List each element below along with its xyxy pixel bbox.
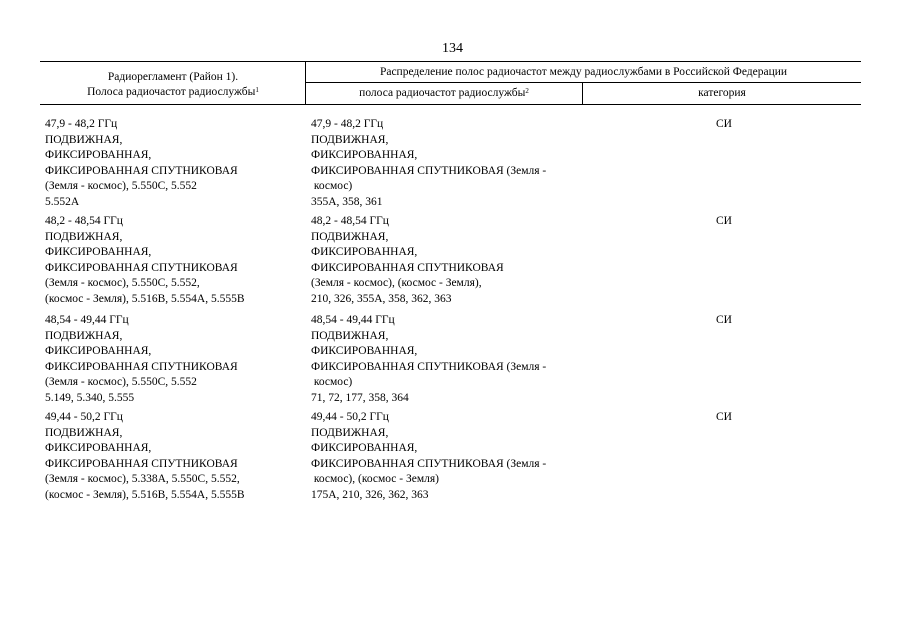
band-rf-cell: 48,2 - 48,54 ГГц ПОДВИЖНАЯ, ФИКСИРОВАННАЯ, ФИКСИРОВАННАЯ СПУТНИКОВАЯ (Земля - космос), (космос - Земля), 210, 326, 355А, 358, 362, 363 xyxy=(311,215,504,305)
band-region1-cell: 47,9 - 48,2 ГГц ПОДВИЖНАЯ, ФИКСИРОВАННАЯ, ФИКСИРОВАННАЯ СПУТНИКОВАЯ (Земля - космос), 5.550C, 5.552 5.552A xyxy=(45,118,238,208)
header-mid-rule xyxy=(306,82,861,83)
header-bottom-rule xyxy=(40,104,861,105)
category-cell: СИ xyxy=(716,411,732,423)
header-col2: полоса радиочастот радиослужбы$^2$ xyxy=(359,87,529,99)
page-number: 134 xyxy=(442,41,463,56)
band-region1-cell: 49,44 - 50,2 ГГц ПОДВИЖНАЯ, ФИКСИРОВАННАЯ, ФИКСИРОВАННАЯ СПУТНИКОВАЯ (Земля - космос), 5.338A, 5.550C, 5.552, (космос - Земля), 5.516B, 5.554A, 5.555B xyxy=(45,411,245,501)
table-row xyxy=(0,410,905,510)
table-row xyxy=(0,117,905,217)
category-cell: СИ xyxy=(716,215,732,227)
category-cell: СИ xyxy=(716,118,732,130)
category-cell: СИ xyxy=(716,314,732,326)
header-col3: категория xyxy=(698,87,746,99)
header-col1-line2: Полоса радиочастот радиослужбы$^1$ xyxy=(87,86,259,98)
footnote-mark-2: 2 xyxy=(525,87,529,95)
table-top-rule xyxy=(40,61,861,62)
band-region1-cell: 48,2 - 48,54 ГГц ПОДВИЖНАЯ, ФИКСИРОВАННАЯ, ФИКСИРОВАННАЯ СПУТНИКОВАЯ (Земля - космос), 5.550C, 5.552, (космос - Земля), 5.516B, 5.554A, 5.555B xyxy=(45,215,245,305)
band-rf-cell: 49,44 - 50,2 ГГц ПОДВИЖНАЯ, ФИКСИРОВАННАЯ, ФИКСИРОВАННАЯ СПУТНИКОВАЯ (Земля - космос), (космос - Земля) 175А, 210, 326, 362, 363 xyxy=(311,411,547,501)
table-row xyxy=(0,313,905,413)
band-rf-cell: 48,54 - 49,44 ГГц ПОДВИЖНАЯ, ФИКСИРОВАННАЯ, ФИКСИРОВАННАЯ СПУТНИКОВАЯ (Земля - космос) 71, 72, 177, 358, 364 xyxy=(311,314,547,404)
header-col1 xyxy=(42,70,304,100)
header-col1-line1: Радиорегламент (Район 1). xyxy=(107,71,239,83)
band-region1-cell: 48,54 - 49,44 ГГц ПОДВИЖНАЯ, ФИКСИРОВАННАЯ, ФИКСИРОВАННАЯ СПУТНИКОВАЯ (Земля - космос), 5.550C, 5.552 5.149, 5.340, 5.555 xyxy=(45,314,238,404)
band-rf-cell: 47,9 - 48,2 ГГц ПОДВИЖНАЯ, ФИКСИРОВАННАЯ, ФИКСИРОВАННАЯ СПУТНИКОВАЯ (Земля - космос) 355А, 358, 361 xyxy=(311,118,547,208)
header-span-title: Распределение полос радиочастот между радиослужбами в Российской Федерации xyxy=(379,66,788,78)
table-row xyxy=(0,214,905,314)
footnote-mark-1: 1 xyxy=(255,86,259,94)
